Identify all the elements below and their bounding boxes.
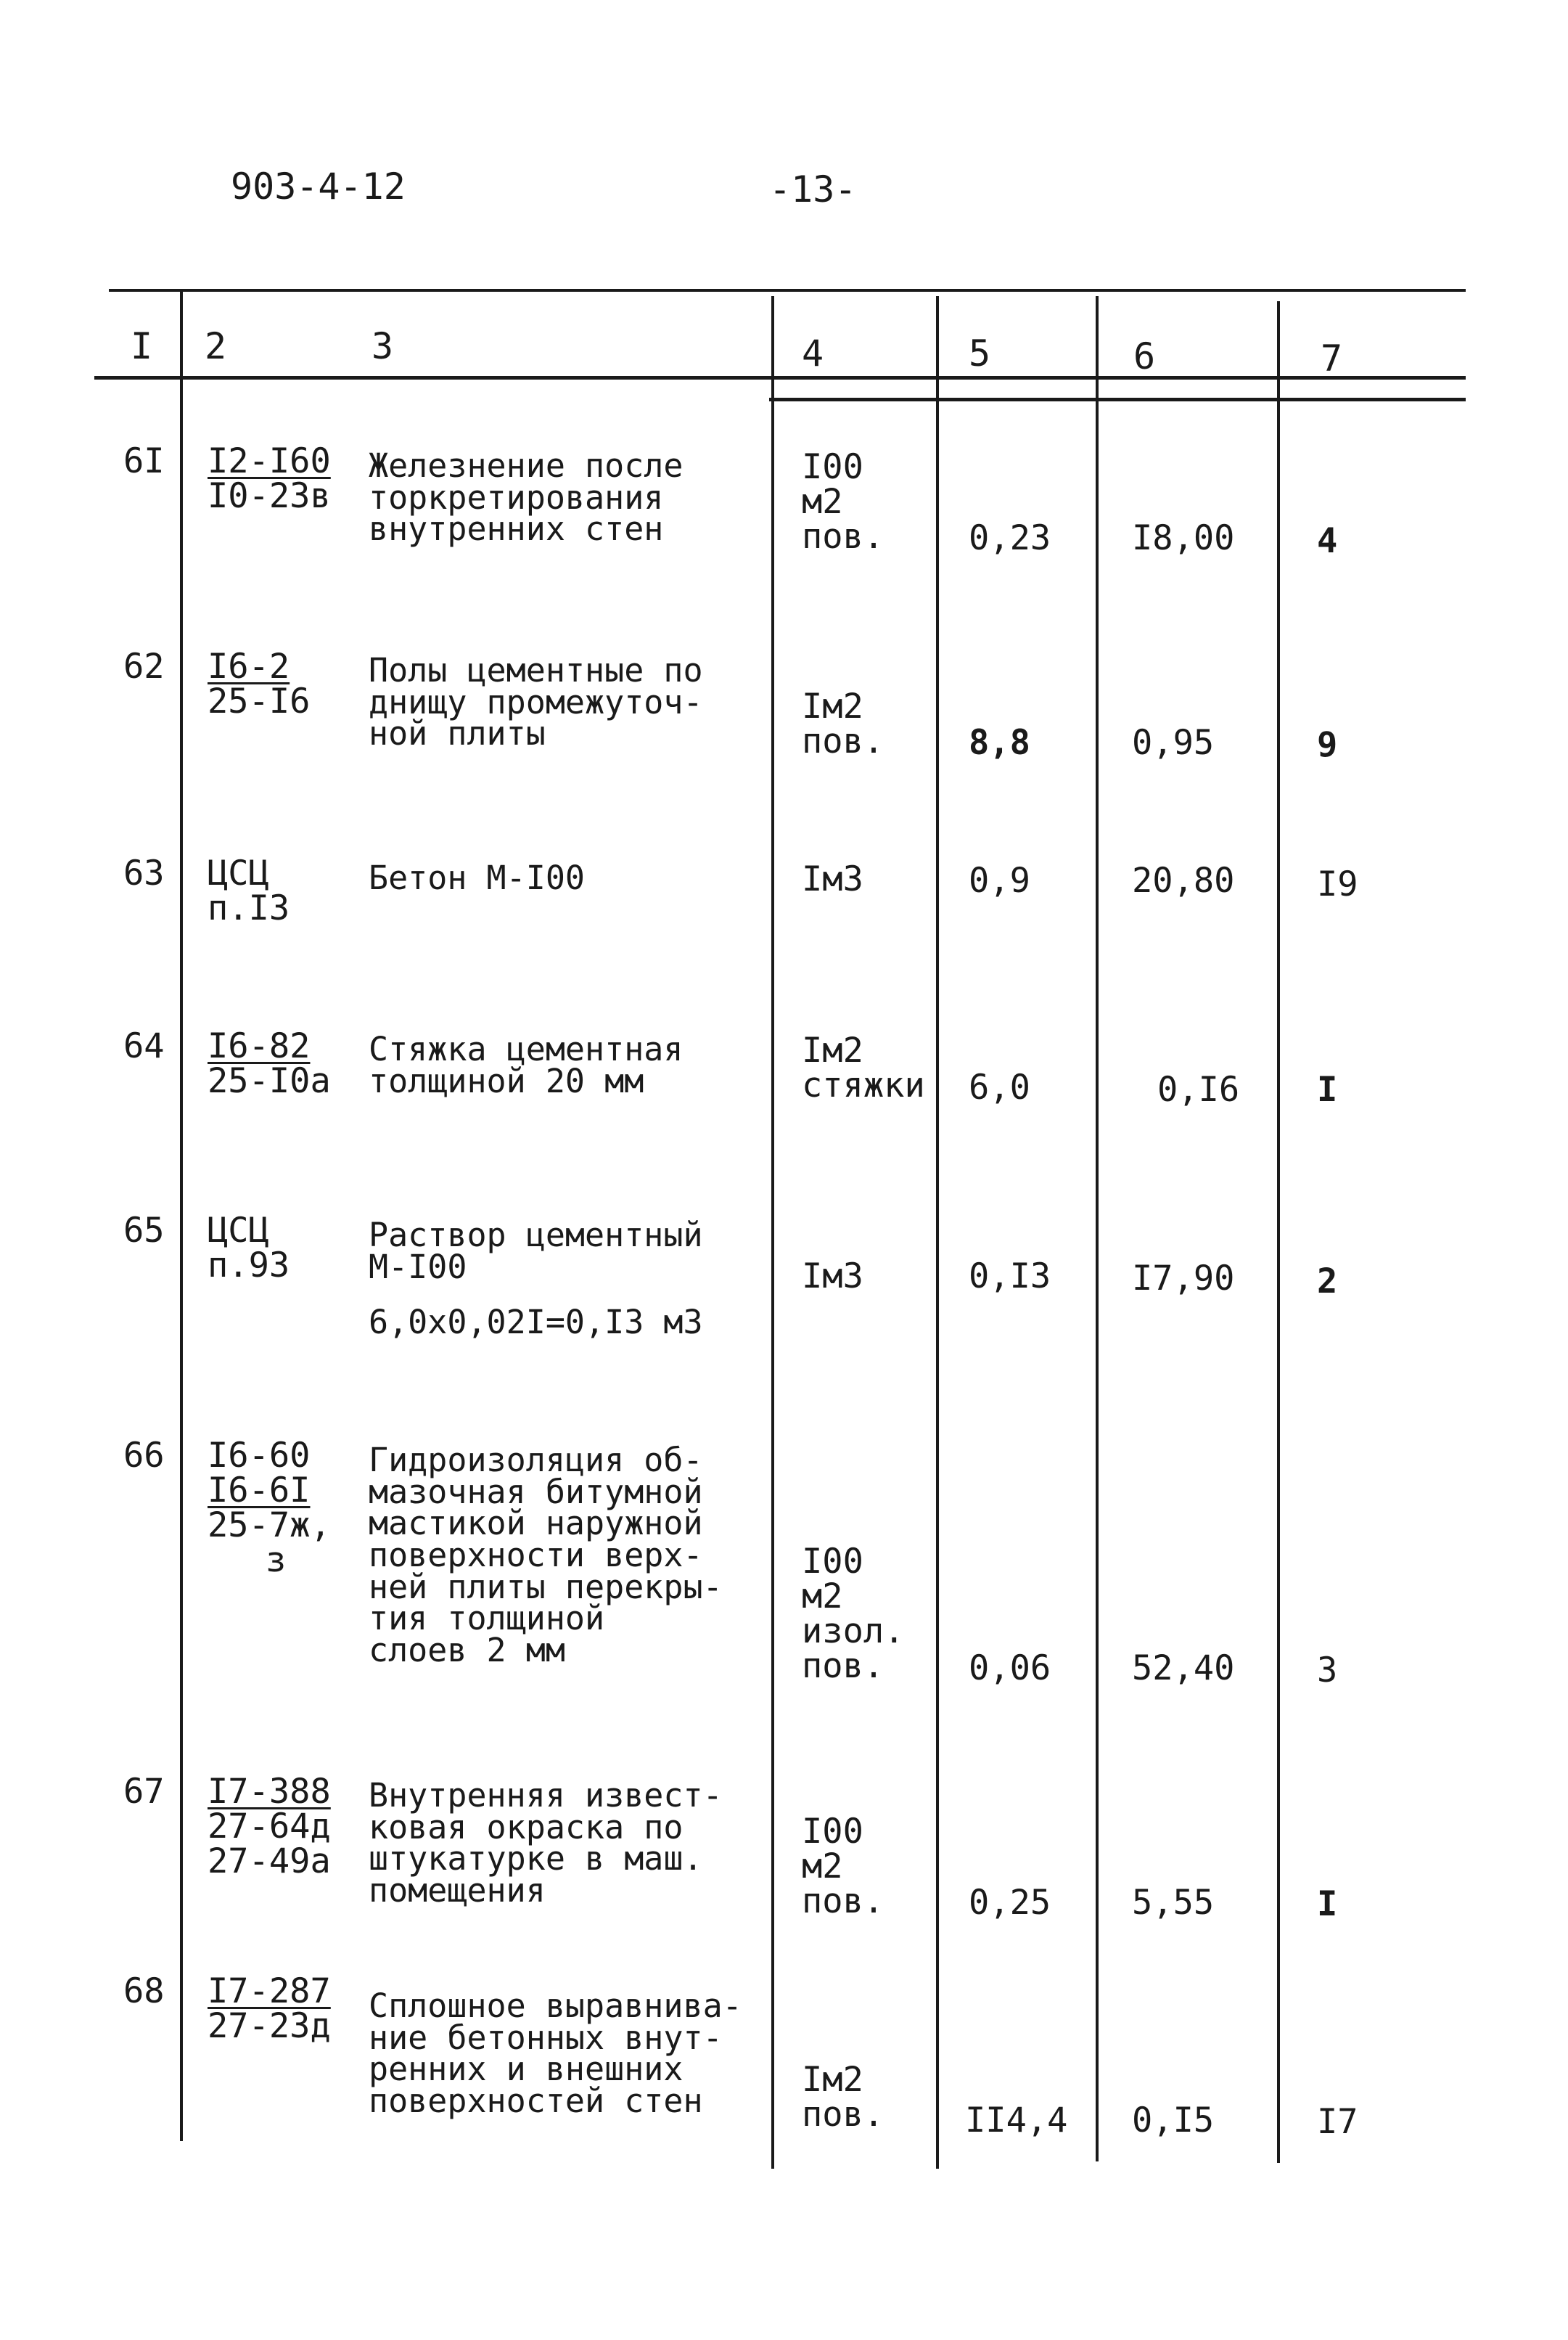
table-top-rule bbox=[109, 289, 1466, 292]
work-description: Бетон М-I00 bbox=[369, 859, 586, 897]
norm-codes: I6-60 I6-6I 25-7ж, з bbox=[208, 1436, 331, 1580]
norm-codes: I6-2 25-I6 bbox=[208, 647, 311, 721]
unit-price: 52,40 bbox=[1132, 1648, 1235, 1688]
work-description: Внутренняя извест- ковая окраска по штукатурке в маш. помещения bbox=[369, 1776, 723, 1910]
unit: I00 м2 пов. bbox=[802, 1812, 884, 1921]
unit: Iм2 стяжки bbox=[802, 1031, 925, 1105]
total: 3 bbox=[1317, 1650, 1338, 1690]
unit-price: 0,95 bbox=[1132, 723, 1215, 763]
quantity: 0,23 bbox=[969, 518, 1051, 558]
norm-codes: I6-82 25-I0а bbox=[208, 1026, 331, 1101]
column-header-1: I bbox=[131, 325, 153, 367]
unit: I00 м2 изол. пов. bbox=[802, 1542, 905, 1686]
row-number: 63 bbox=[123, 854, 165, 893]
total: I9 bbox=[1317, 864, 1358, 904]
table-header-rule-right bbox=[769, 398, 1466, 401]
column-header-5: 5 bbox=[969, 332, 991, 375]
quantity: 0,25 bbox=[969, 1883, 1051, 1923]
work-description: Сплошное выравнива- ние бетонных внут- ренних и внешних поверхностей стен bbox=[369, 1987, 742, 2120]
total: 9 bbox=[1317, 725, 1338, 765]
total: I7 bbox=[1317, 2102, 1358, 2142]
column-header-4: 4 bbox=[802, 332, 824, 375]
quantity: II4,4 bbox=[965, 2100, 1068, 2140]
row-number: 66 bbox=[123, 1436, 165, 1476]
column-divider-3 bbox=[936, 296, 939, 2169]
table-header-rule bbox=[94, 376, 1466, 380]
quantity: 0,06 bbox=[969, 1648, 1051, 1688]
column-header-2: 2 bbox=[205, 325, 227, 367]
norm-codes: ЦСЦ п.93 bbox=[208, 1211, 290, 1285]
column-header-3: 3 bbox=[372, 325, 394, 367]
column-divider-2 bbox=[771, 296, 774, 2169]
work-description: Железнение после торкретирования внутренних стен bbox=[369, 446, 684, 549]
norm-codes: I7-287 27-23д bbox=[208, 1971, 331, 2046]
row-number: 68 bbox=[123, 1971, 165, 2011]
row-number: 6I bbox=[123, 441, 165, 481]
norm-codes: I2-I60 I0-23в bbox=[208, 441, 331, 516]
column-header-6: 6 bbox=[1133, 335, 1156, 377]
norm-codes: ЦСЦ п.I3 bbox=[208, 854, 290, 928]
volume-calculation-note: 6,0х0,02I=0,I3 м3 bbox=[369, 1303, 703, 1341]
total: I bbox=[1317, 1884, 1338, 1924]
unit-price: 0,I6 bbox=[1157, 1070, 1240, 1110]
work-description: Стяжка цементная толщиной 20 мм bbox=[369, 1030, 684, 1100]
total: 4 bbox=[1317, 521, 1338, 561]
column-divider-1 bbox=[180, 290, 183, 2141]
row-number: 65 bbox=[123, 1211, 165, 1251]
column-header-7: 7 bbox=[1321, 338, 1343, 380]
row-number: 64 bbox=[123, 1026, 165, 1066]
unit: I00 м2 пов. bbox=[802, 447, 884, 557]
column-divider-4 bbox=[1096, 296, 1099, 2161]
page-number: -13- bbox=[769, 168, 857, 210]
row-number: 62 bbox=[123, 647, 165, 687]
document-code: 903-4-12 bbox=[231, 165, 406, 208]
quantity: 0,I3 bbox=[969, 1256, 1051, 1296]
norm-codes: I7-388 27-64д 27-49а bbox=[208, 1772, 331, 1881]
quantity: 8,8 bbox=[969, 723, 1030, 763]
quantity: 0,9 bbox=[969, 861, 1030, 901]
row-number: 67 bbox=[123, 1772, 165, 1812]
unit-price: 5,55 bbox=[1132, 1883, 1215, 1923]
total: 2 bbox=[1317, 1261, 1338, 1301]
work-description: Полы цементные по днищу промежуточ- ной плиты bbox=[369, 651, 703, 753]
unit: Iм3 bbox=[802, 1256, 863, 1296]
work-description: Гидроизоляция об- мазочная битумной мастикой наружной поверхности верх- ней плиты перекры- тия толщиной слоев 2 мм bbox=[369, 1441, 723, 1669]
unit-price: I7,90 bbox=[1132, 1259, 1235, 1298]
unit-price: 20,80 bbox=[1132, 861, 1235, 901]
quantity: 6,0 bbox=[969, 1068, 1030, 1108]
total: I bbox=[1317, 1070, 1338, 1110]
unit: Iм3 bbox=[802, 859, 863, 899]
column-divider-5 bbox=[1277, 301, 1280, 2163]
unit: Iм2 пов. bbox=[802, 2060, 884, 2135]
unit-price: 0,I5 bbox=[1132, 2100, 1215, 2140]
work-description: Раствор цементный М-I00 bbox=[369, 1216, 703, 1286]
unit: Iм2 пов. bbox=[802, 687, 884, 761]
unit-price: I8,00 bbox=[1132, 518, 1235, 558]
